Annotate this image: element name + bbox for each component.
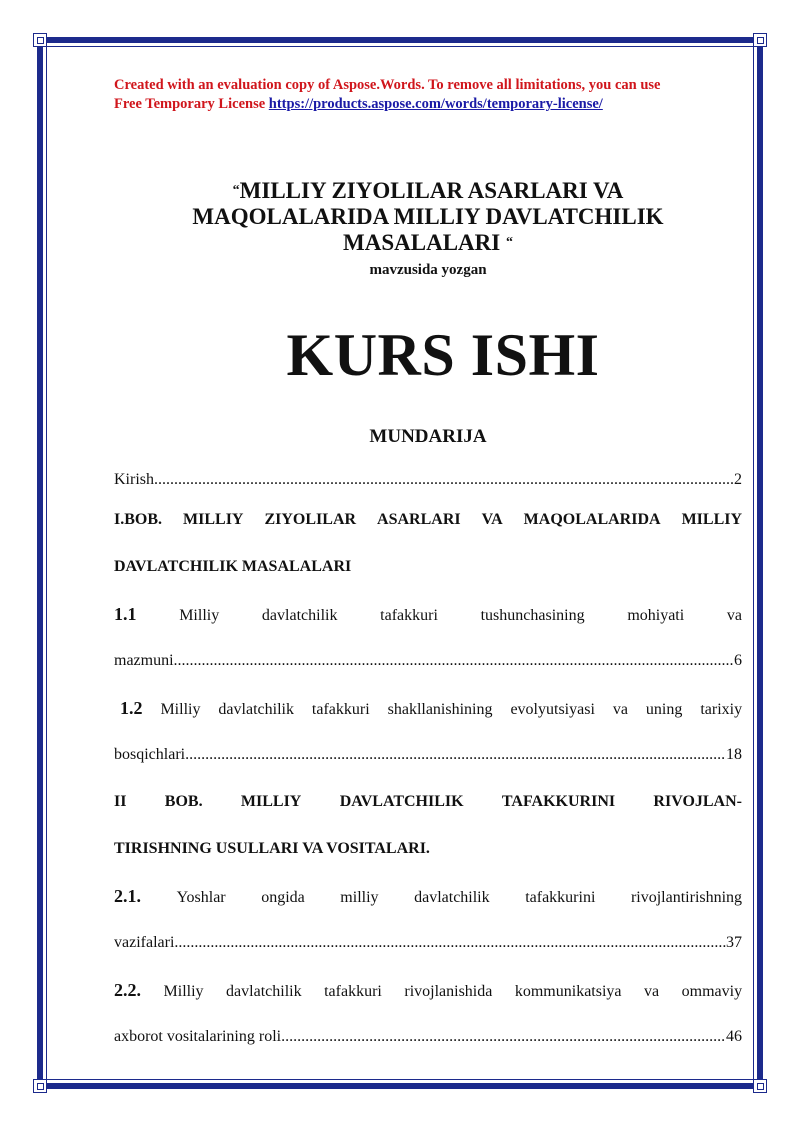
toc-entry-label: axborot vositalarining roli (114, 1028, 282, 1045)
evaluation-notice (114, 76, 742, 114)
main-heading: KURS ISHI (286, 322, 600, 388)
toc-word: MILLIY (240, 793, 302, 810)
evaluation-notice-line1: Created with an evaluation copy of Aspose.Words. To remove all limitations, you can use (114, 77, 661, 93)
toc-entry-2-1-line1[interactable] (114, 884, 742, 908)
toc-leader-dots (185, 743, 726, 767)
toc-leader-dots (174, 649, 734, 673)
toc-word: tushunchasining (480, 607, 585, 624)
toc-word: davlatchilik (414, 889, 490, 906)
toc-word: tarixiy (700, 701, 743, 718)
toc-word: tafakkurini (525, 889, 596, 906)
toc-word: II (114, 793, 127, 810)
toc-word: Milliy (160, 701, 201, 718)
toc-entry-2-1-line2[interactable] (114, 931, 742, 955)
toc-heading: MUNDARIJA (369, 426, 487, 447)
toc-word: va (726, 607, 743, 624)
document-subtitle: mavzusida yozgan (369, 262, 487, 278)
document-title (114, 178, 742, 256)
toc-chapter1-line1[interactable] (114, 508, 742, 532)
toc-word: shakllanishining (387, 701, 493, 718)
toc-entry-label: vazifalari (114, 934, 175, 951)
toc-word: ASARLARI (377, 511, 461, 528)
toc-word: davlatchilik (218, 701, 294, 718)
toc-word: mohiyati (627, 607, 685, 624)
title-line2: MAQOLALARIDA MILLIY DAVLATCHILIK (192, 204, 664, 229)
title-line1: MILLIY ZIYOLILAR ASARLARI VA (239, 178, 624, 203)
toc-section-number: 1.1 (114, 604, 137, 624)
toc-section-number: 2.2. (114, 980, 141, 1000)
evaluation-notice-line2: Free Temporary License (114, 96, 269, 112)
close-quote: “ (505, 235, 513, 250)
corner-ornament-bottom-left (33, 1079, 47, 1093)
toc-page-number: 2 (734, 471, 742, 488)
toc-word: Milliy (179, 607, 220, 624)
toc-word: tafakkuri (311, 701, 370, 718)
toc-chapter2-line2[interactable]: TIRISHNING USULLARI VA VOSITALARI. (114, 840, 430, 857)
toc-entry-label: Kirish (114, 471, 154, 488)
toc-entry-label: bosqichlari (114, 746, 186, 763)
toc-word: MILLIY (681, 511, 743, 528)
toc-entry-label: mazmuni (114, 652, 174, 669)
toc-leader-dots (281, 1025, 726, 1049)
toc-word: Yoshlar (176, 889, 226, 906)
toc-chapter2-line1[interactable] (114, 790, 742, 814)
toc-section-number: 2.1. (114, 886, 141, 906)
toc-word: MILLIY (183, 511, 244, 528)
toc-word: va (612, 701, 628, 718)
toc-page-number: 37 (726, 934, 742, 951)
toc-page-number: 18 (726, 746, 742, 763)
toc-word: DAVLATCHILIK (339, 793, 464, 810)
toc-word: RIVOJLAN- (653, 793, 742, 810)
toc-entry-1-2-line2[interactable] (114, 743, 742, 767)
toc-entry-1-2-line1[interactable] (114, 696, 742, 720)
toc-word: davlatchilik (226, 983, 302, 1000)
toc-entry-1-1-line1[interactable] (114, 602, 742, 626)
toc-word: tafakkuri (380, 607, 438, 624)
open-quote: “ (232, 183, 240, 198)
corner-ornament-bottom-right (753, 1079, 767, 1093)
toc-entry-2-2-line2[interactable] (114, 1025, 742, 1049)
toc-word: MAQOLALARIDA (523, 511, 661, 528)
toc-entry-intro[interactable] (114, 468, 742, 492)
toc-entry-2-2-line1[interactable] (114, 978, 742, 1002)
corner-ornament-top-left (33, 33, 47, 47)
toc-leader-dots (154, 468, 734, 492)
document-content (114, 76, 743, 1045)
toc-word: evolyutsiyasi (510, 701, 595, 718)
toc-word: I.BOB. (114, 511, 163, 528)
toc-section-number: 1.2 (120, 698, 143, 718)
toc-word: BOB. (164, 793, 203, 810)
toc-word: milliy (340, 889, 379, 906)
license-link[interactable]: https://products.aspose.com/words/temporary-license/ (268, 96, 603, 112)
toc-word: Milliy (163, 983, 204, 1000)
toc-chapter1-line2[interactable]: DAVLATCHILIK MASALALARI (114, 558, 352, 575)
toc-word: tafakkuri (324, 983, 382, 1000)
toc-word: TAFAKKURINI (501, 793, 616, 810)
toc-word: ongida (261, 889, 305, 906)
toc-word: ommaviy (681, 983, 743, 1000)
toc-word: va (644, 983, 660, 1000)
toc-word: davlatchilik (261, 607, 338, 624)
toc-word: ZIYOLILAR (264, 511, 357, 528)
title-line3: MASALALARI (343, 230, 501, 255)
toc-leader-dots (174, 931, 726, 955)
toc-page-number: 6 (734, 652, 742, 669)
toc-word: kommunikatsiya (514, 983, 622, 1000)
toc-word: VA (481, 511, 503, 528)
toc-entry-1-1-line2[interactable] (114, 649, 742, 673)
toc-word: uning (645, 701, 683, 718)
toc-word: rivojlanishida (404, 983, 493, 1000)
corner-ornament-top-right (753, 33, 767, 47)
toc-word: rivojlantirishning (630, 889, 743, 906)
toc-page-number: 46 (726, 1028, 742, 1045)
